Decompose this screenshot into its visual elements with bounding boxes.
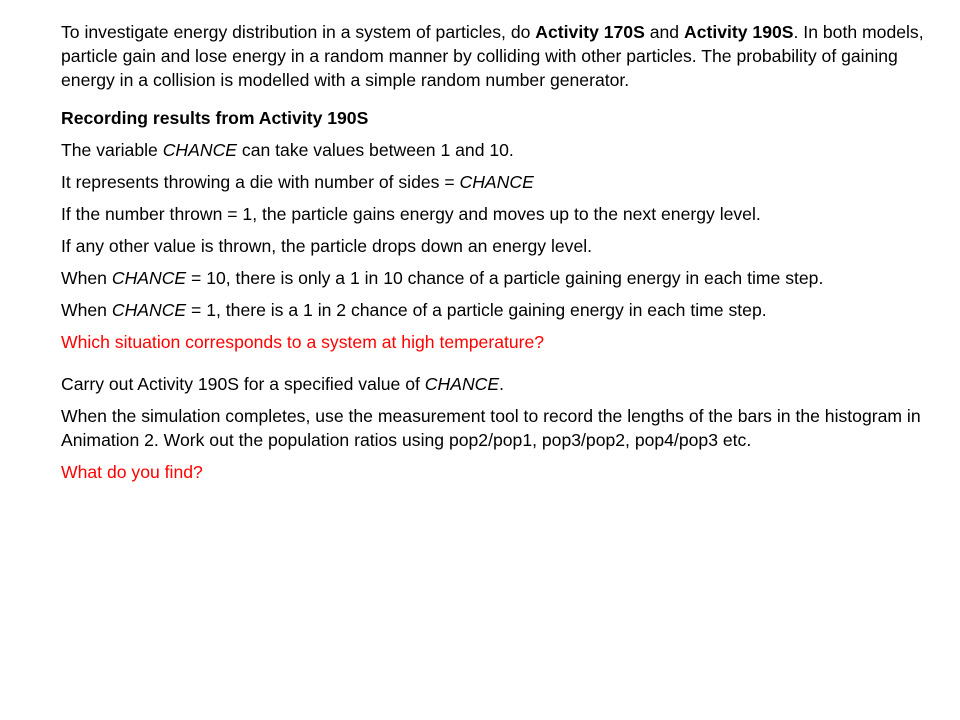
die-line bbox=[61, 170, 941, 194]
chance-1-line bbox=[61, 298, 941, 322]
die-line-pre: It represents throwing a die with number of sides = bbox=[61, 172, 460, 192]
chance-variable: CHANCE bbox=[162, 140, 238, 160]
chance-range-post: can take values between 1 and 10. bbox=[237, 140, 514, 160]
drop-energy-line: If any other value is thrown, the particle drops down an energy level. bbox=[61, 236, 593, 256]
chance-variable: CHANCE bbox=[111, 300, 187, 320]
chance-1-post: = 1, there is a 1 in 2 chance of a particle gaining energy in each time step. bbox=[186, 300, 767, 320]
question-what-do-you-find: What do you find? bbox=[61, 462, 203, 482]
intro-text-1: To investigate energy distribution in a system of particles, do bbox=[61, 22, 536, 42]
activity-190s-label: Activity 190S bbox=[683, 22, 794, 42]
chance-range-line bbox=[61, 138, 941, 162]
chance-10-line bbox=[61, 266, 941, 290]
question-high-temperature: Which situation corresponds to a system at high temperature? bbox=[61, 332, 545, 352]
carry-out-line bbox=[61, 372, 941, 396]
intro-paragraph bbox=[61, 20, 941, 92]
gain-energy-line: If the number thrown = 1, the particle gains energy and moves up to the next energy level. bbox=[61, 204, 761, 224]
instruction-paragraph: When the simulation completes, use the measurement tool to record the lengths of the bars in the histogram in Animation 2. Work out the population ratios using pop2/pop1, pop3/pop2, pop4/pop3 etc. bbox=[61, 406, 921, 450]
intro-text-3: . In both models, particle gain and lose energy in a random manner by colliding with other particles. The probability of gaining energy in a collision is modelled with a simple random number generator. bbox=[61, 22, 924, 90]
intro-text-2: and bbox=[644, 22, 684, 42]
chance-10-pre: When bbox=[61, 268, 112, 288]
activity-170s-label: Activity 170S bbox=[535, 22, 645, 42]
chance-10-post: = 10, there is only a 1 in 10 chance of a particle gaining energy in each time step. bbox=[186, 268, 824, 288]
chance-range-pre: The variable bbox=[61, 140, 163, 160]
carry-out-post: . bbox=[499, 374, 504, 394]
chance-variable: CHANCE bbox=[424, 374, 500, 394]
chance-variable: CHANCE bbox=[459, 172, 534, 192]
chance-variable: CHANCE bbox=[111, 268, 187, 288]
section-heading: Recording results from Activity 190S bbox=[61, 108, 369, 128]
carry-out-pre: Carry out Activity 190S for a specified value of bbox=[61, 374, 425, 394]
chance-1-pre: When bbox=[61, 300, 112, 320]
slide-content bbox=[61, 20, 941, 484]
